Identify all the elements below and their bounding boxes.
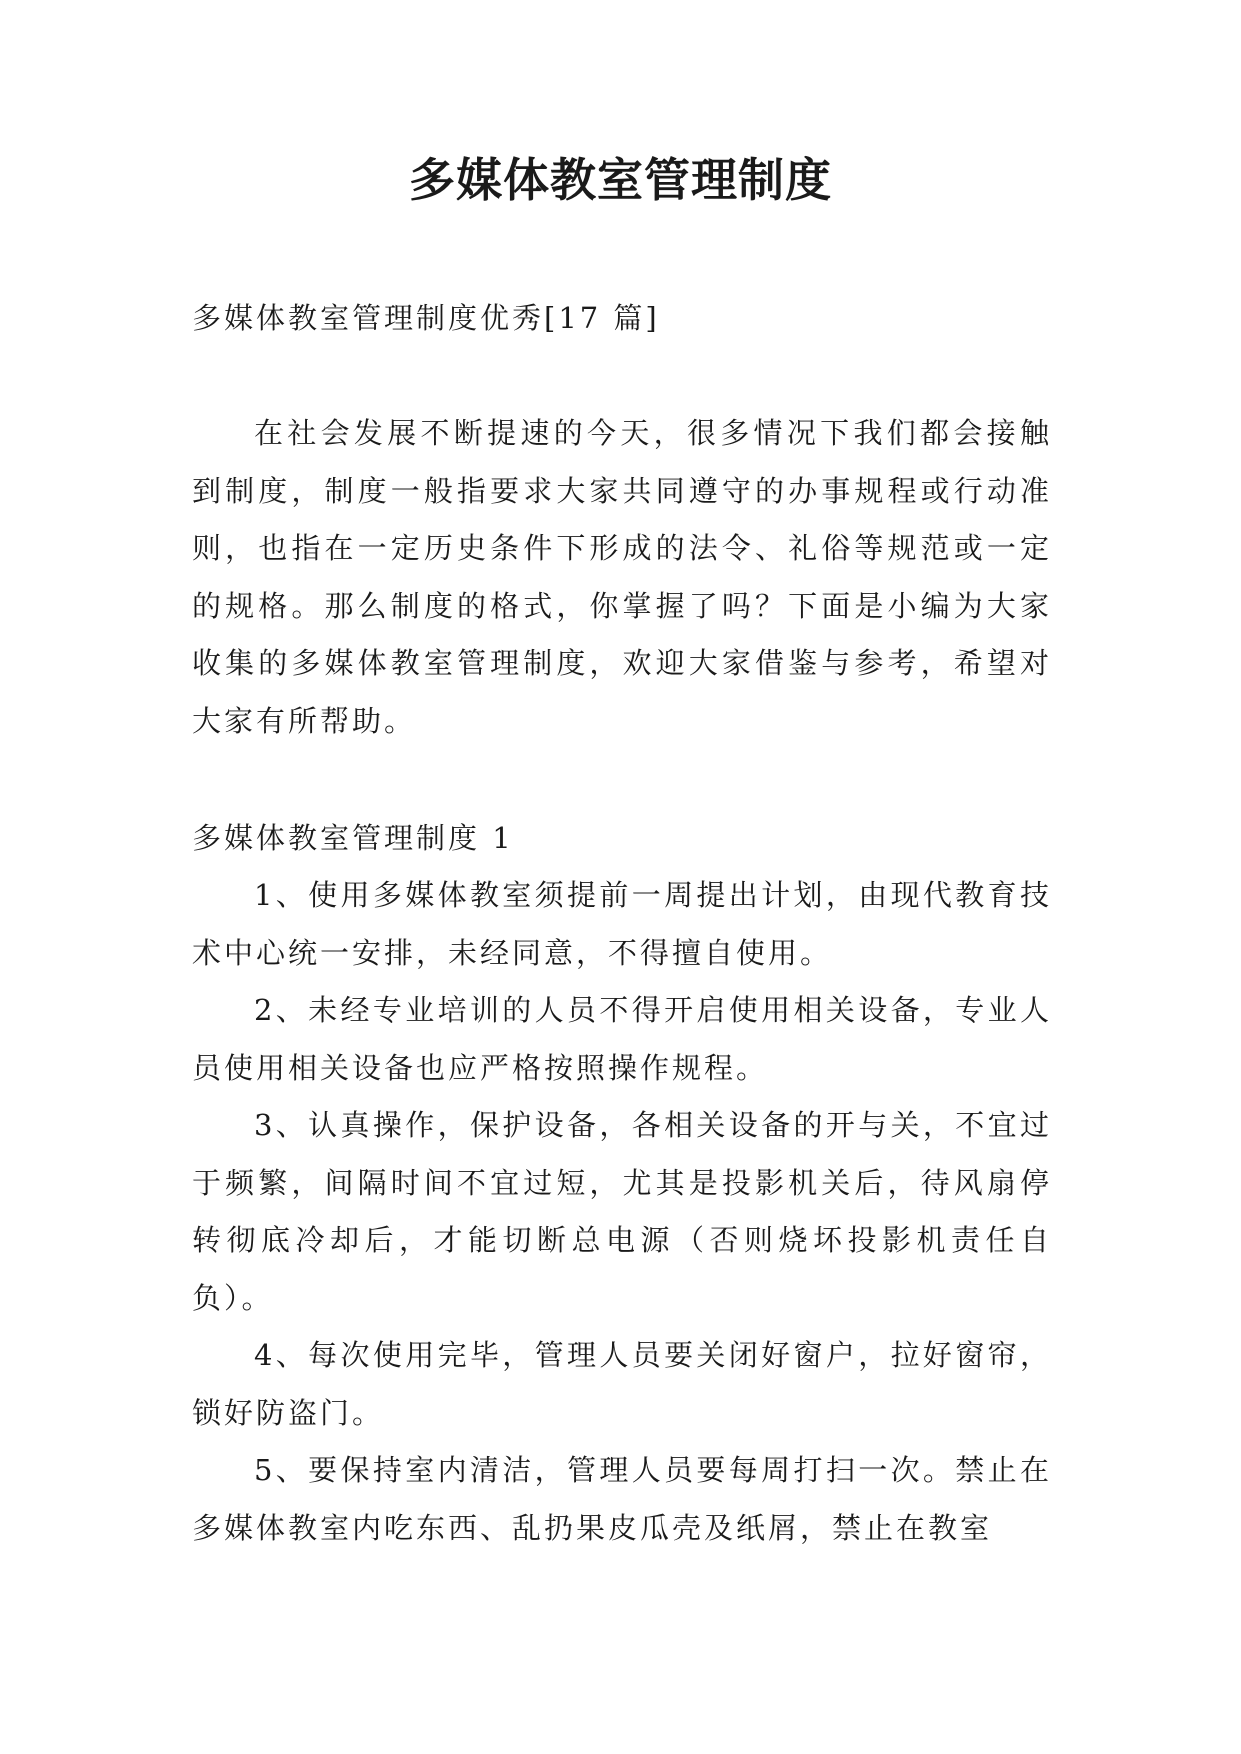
rule-item-2: 2、未经专业培训的人员不得开启使用相关设备，专业人员使用相关设备也应严格按照操作规程。	[192, 993, 1052, 1085]
page-title: 多媒体教室管理制度	[409, 153, 832, 207]
rule-item-1: 1、使用多媒体教室须提前一周提出计划，由现代教育技术中心统一安排，未经同意，不得擅自使用。	[192, 878, 1052, 970]
rules-list	[192, 867, 1052, 1557]
document-subtitle: 多媒体教室管理制度优秀[17 篇]	[192, 301, 660, 335]
rule-item-3: 3、认真操作，保护设备，各相关设备的开与关，不宜过于频繁，间隔时间不宜过短，尤其是投影机关后，待风扇停转彻底冷却后，才能切断总电源（否则烧坏投影机责任自负）。	[192, 1108, 1052, 1315]
rule-item-4: 4、每次使用完毕，管理人员要关闭好窗户，拉好窗帘，锁好防盗门。	[192, 1338, 1052, 1430]
rule-item-5: 5、要保持室内清洁，管理人员要每周打扫一次。禁止在多媒体教室内吃东西、乱扔果皮瓜壳及纸屑，禁止在教室	[192, 1453, 1052, 1545]
section-heading: 多媒体教室管理制度 1	[192, 821, 514, 855]
intro-paragraph: 在社会发展不断提速的今天，很多情况下我们都会接触到制度，制度一般指要求大家共同遵守的办事规程或行动准则，也指在一定历史条件下形成的法令、礼俗等规范或一定的规格。那么制度的格式，你掌握了吗？下面是小编为大家收集的多媒体教室管理制度，欢迎大家借鉴与参考，希望对大家有所帮助。	[192, 416, 1052, 738]
